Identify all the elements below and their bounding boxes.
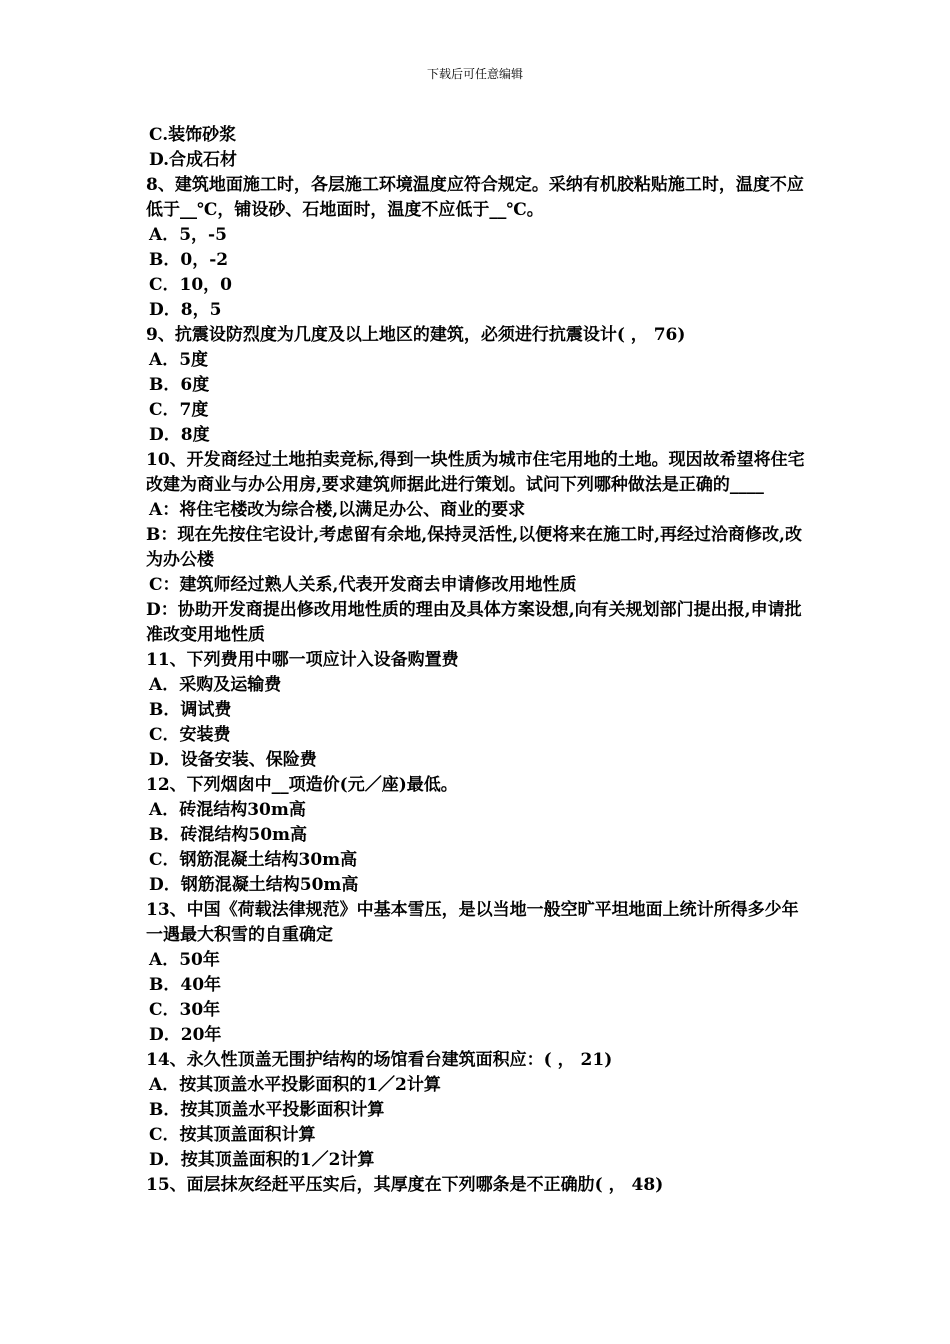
question-12: 12、下列烟囱中__项造价(元／座)最低。 (146, 775, 458, 795)
option-line: D．8，5 (149, 300, 222, 320)
question-11: 11、下列费用中哪一项应计入设备购置费 (146, 650, 459, 670)
option-line: C：建筑师经过熟人关系,代表开发商去申请修改用地性质 (149, 575, 577, 595)
option-line: B．按其顶盖水平投影面积计算 (149, 1100, 385, 1120)
option-line: C．安装费 (149, 725, 231, 745)
question-10: 10、开发商经过土地拍卖竞标,得到一块性质为城市住宅用地的土地。现因故希望将住宅改建为商业与办公用房,要求建筑师据此进行策划。试问下列哪种做法是正确的____ (146, 450, 805, 495)
option-line: B．6度 (149, 375, 210, 395)
option-line: A．50年 (149, 950, 220, 970)
option-line: C．7度 (149, 400, 209, 420)
option-line: C．10，0 (149, 275, 233, 295)
question-8: 8、建筑地面施工时，各层施工环境温度应符合规定。采纳有机胶粘贴施工时，温度不应低于__℃，铺设砂、石地面时，温度不应低于__℃。 (146, 175, 804, 220)
option-line: B．40年 (149, 975, 222, 995)
option-line: D.合成石材 (149, 150, 238, 170)
option-line: A．5度 (149, 350, 209, 370)
option-line: C．按其顶盖面积计算 (149, 1125, 316, 1145)
option-line: D．20年 (149, 1025, 222, 1045)
option-line: B．0，-2 (149, 250, 229, 270)
option-line: A．采购及运输费 (149, 675, 282, 695)
question-15: 15、面层抹灰经赶平压实后，其厚度在下列哪条是不正确肋( ， 48) (146, 1175, 664, 1195)
option-line: B．调试费 (149, 700, 232, 720)
option-line: D：协助开发商提出修改用地性质的理由及具体方案设想,向有关规划部门提出报,申请批准改变用地性质 (146, 600, 802, 645)
document-body (146, 123, 814, 1198)
page-header: 下载后可任意编辑 (426, 67, 523, 81)
option-line: A．按其顶盖水平投影面积的1／2计算 (149, 1075, 441, 1095)
option-line: C．30年 (149, 1000, 221, 1020)
option-line: B：现在先按住宅设计,考虑留有余地,保持灵活性,以便将来在施工时,再经过洽商修改,改为办公楼 (146, 525, 802, 570)
option-line: A．5，-5 (149, 225, 227, 245)
question-9: 9、抗震设防烈度为几度及以上地区的建筑，必须进行抗震设计( ， 76) (146, 325, 686, 345)
option-line: D．钢筋混凝土结构50m高 (149, 875, 359, 895)
option-line: D．按其顶盖面积的1／2计算 (149, 1150, 375, 1170)
question-13: 13、中国《荷载法律规范》中基本雪压，是以当地一般空旷平坦地面上统计所得多少年一遇最大积雪的自重确定 (146, 900, 799, 945)
option-line: D．设备安装、保险费 (149, 750, 317, 770)
option-line: B．砖混结构50m高 (149, 825, 308, 845)
option-line: D．8度 (149, 425, 210, 445)
question-14: 14、永久性顶盖无围护结构的场馆看台建筑面积应：( ， 21) (146, 1050, 613, 1070)
option-line: A：将住宅楼改为综合楼,以满足办公、商业的要求 (149, 500, 526, 520)
option-line: A．砖混结构30m高 (149, 800, 306, 820)
option-line: C．钢筋混凝土结构30m高 (149, 850, 358, 870)
option-line: C.装饰砂浆 (149, 125, 237, 145)
